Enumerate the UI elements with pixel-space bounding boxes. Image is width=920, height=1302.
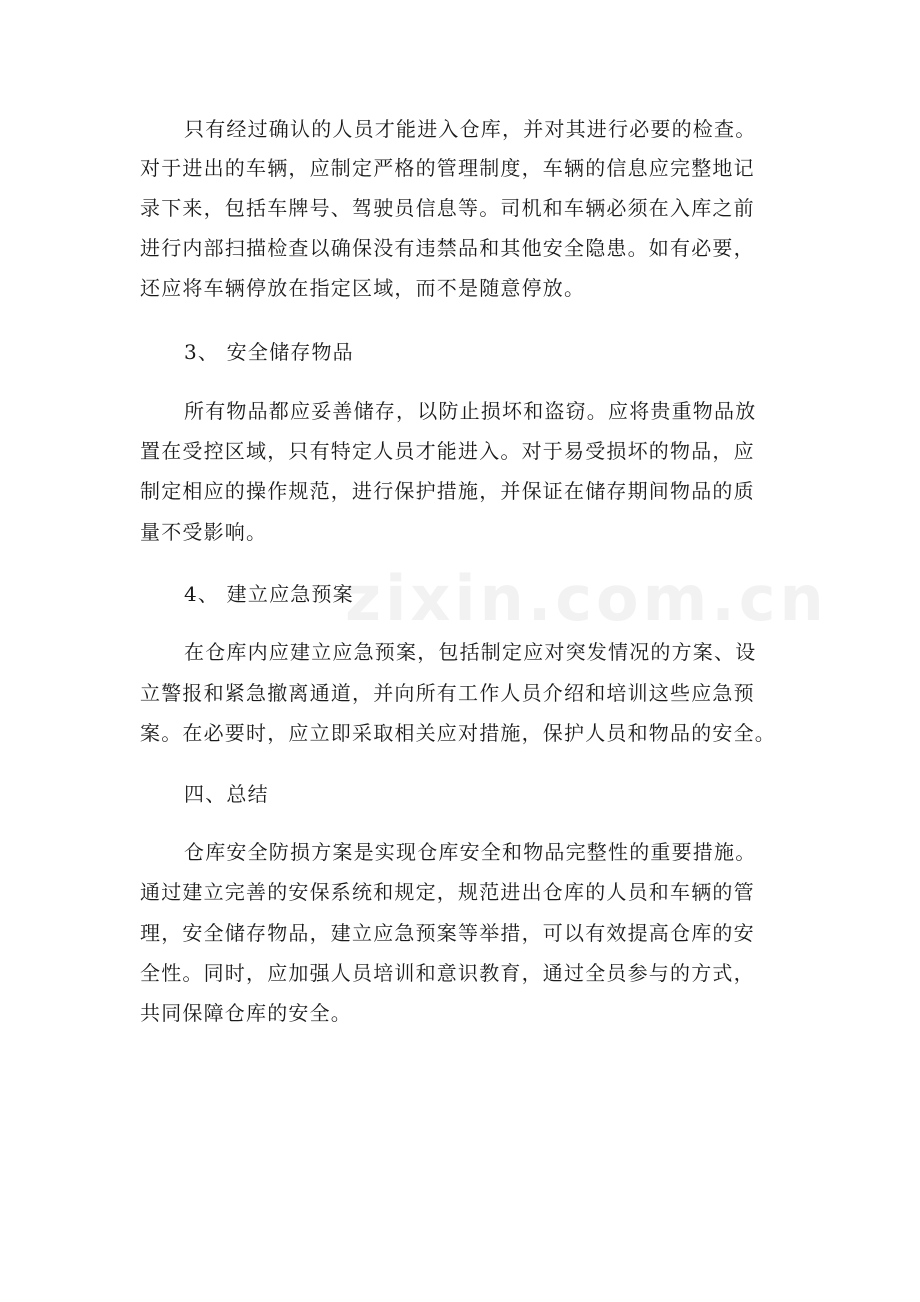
- paragraph-line: 量不受影响。: [140, 520, 268, 544]
- paragraph-line: 制定相应的操作规范，进行保护措施，并保证在储存期间物品的质: [140, 479, 755, 503]
- section-heading: 3、 安全储存物品: [184, 340, 354, 364]
- paragraph-line: 对于进出的车辆，应制定严格的管理制度，车辆的信息应完整地记: [140, 156, 755, 180]
- paragraph-line: 置在受控区域，只有特定人员才能进入。对于易受损坏的物品，应: [140, 439, 755, 463]
- paragraph-line: 通过建立完善的安保系统和规定，规范进出仓库的人员和车辆的管: [140, 880, 755, 904]
- section-heading: 4、 建立应急预案: [184, 582, 354, 606]
- paragraph-line: 录下来，包括车牌号、驾驶员信息等。司机和车辆必须在入库之前: [140, 196, 755, 220]
- section-heading: 四、总结: [184, 782, 269, 806]
- paragraph-line: 所有物品都应妥善储存，以防止损坏和盗窃。应将贵重物品放: [184, 399, 757, 423]
- paragraph-line: 还应将车辆停放在指定区域，而不是随意停放。: [140, 276, 586, 300]
- paragraph-line: 只有经过确认的人员才能进入仓库，并对其进行必要的检查。: [184, 117, 757, 141]
- paragraph-line: 全性。同时，应加强人员培训和意识教育，通过全员参与的方式，: [140, 961, 755, 985]
- paragraph-line: 理，安全储存物品，建立应急预案等举措，可以有效提高仓库的安: [140, 921, 755, 945]
- paragraph-line: 共同保障仓库的安全。: [140, 1001, 352, 1025]
- paragraph-line: 立警报和紧急撤离通道，并向所有工作人员介绍和培训这些应急预: [140, 681, 755, 705]
- paragraph-line: 仓库安全防损方案是实现仓库安全和物品完整性的重要措施。: [184, 840, 757, 864]
- paragraph-line: 在仓库内应建立应急预案，包括制定应对突发情况的方案、设: [184, 640, 757, 664]
- paragraph-line: 进行内部扫描检查以确保没有违禁品和其他安全隐患。如有必要，: [140, 236, 755, 260]
- paragraph-line: 案。在必要时，应立即采取相关应对措施，保护人员和物品的安全。: [140, 721, 776, 745]
- watermark: zixin.com.cn: [345, 562, 828, 635]
